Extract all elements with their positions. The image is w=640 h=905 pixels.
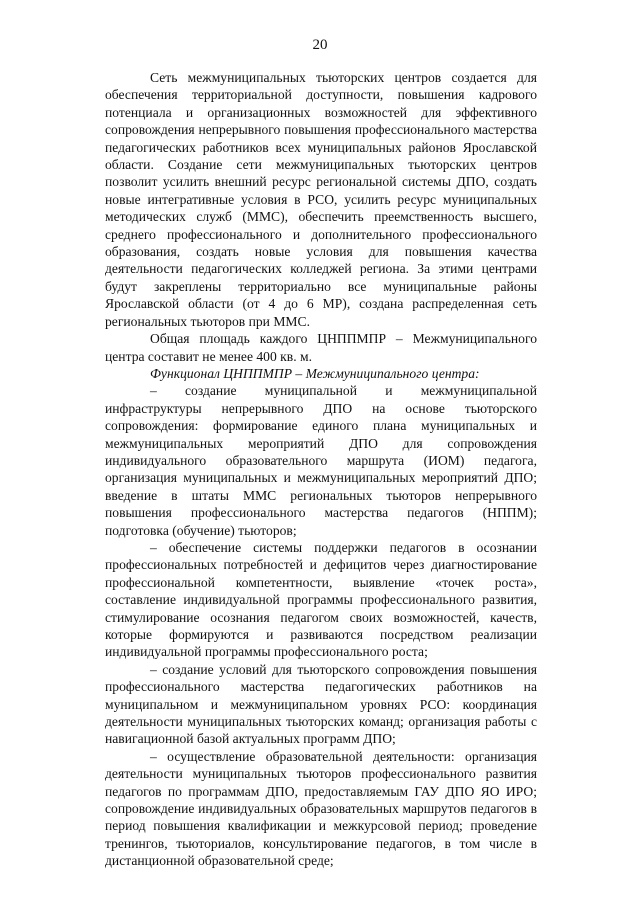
list-item-infrastructure: – создание муниципальной и межмуниципальной инфраструктуры непрерывного ДПО на основе тьюторского сопровождения: формирование единого плана муниципальных и межмуниципальных мероприятий ДПО для сопровождения индивидуального образовательного маршрута (ИОМ) педагога, организация муниципальных и межмуниципальных мероприятий ДПО; введение в штаты ММС региональных тьюторов непрерывного повышения профессионального мастерства педагогов (НППМ); подготовка (обучение) тьюторов; [105, 383, 537, 538]
list-item-support-system: – обеспечение системы поддержки педагогов в осознании профессиональных потребностей и дефицитов через диагностирование профессиональной компетентности, выявление «точек роста», составление индивидуальной программы профессионального развития, стимулирование осознания педагогом своих возможностей, качеств, которые формируются и развиваются посредством реализации индивидуальной программы профессионального роста; [105, 539, 537, 660]
page-number: 20 [312, 37, 328, 53]
list-item-educational-activity: – осуществление образовательной деятельности: организация деятельности муниципальных тьюторов профессионального развития педагогов по программам ДПО, предоставляемым ГАУ ДПО ЯО ИРО; сопровождение индивидуальных образовательных маршрутов педагогов в период повышения квалификации и межкурсовой период; проведение тренингов, тьюториалов, консультирование педагогов, в том числе в дистанционной образовательной среде; [105, 748, 537, 869]
paragraph-total-area: Общая площадь каждого ЦНППМПР – Межмуниципального центра составит не менее 400 кв. м. [105, 331, 537, 364]
paragraph-network-intro: Сеть межмуниципальных тьюторских центров создается для обеспечения территориальной доступности, повышения кадрового потенциала и организационных возможностей для эффективного сопровождения непрерывного повышения профессионального мастерства педагогических работников всех муниципальных районов Ярославской области. Создание сети межмуниципальных тьюторских центров позволит усилить внешний ресурс региональной системы ДПО, создать новые интегративные условия в РСО, усилить ресурс муниципальных методических служб (ММС), обеспечить преемственность высшего, среднего профессионального и дополнительного профессионального образования, создать новые условия для повышения качества деятельности педагогических колледжей региона. За этими центрами будут закреплены территориально все муниципальные районы Ярославской области (от 4 до 6 МР), создана распределенная сеть региональных тьюторов при ММС. [105, 70, 537, 329]
list-item-tutor-conditions: – создание условий для тьюторского сопровождения повышения профессионального мастерства педагогических работников на муниципальном и межмуниципальном уровнях РСО: координация деятельности муниципальных тьюторских команд; организация работы с навигационной базой актуальных программ ДПО; [105, 661, 537, 747]
document-body [105, 69, 537, 870]
functions-heading: Функционал ЦНППМПР – Межмуниципального центра: [150, 365, 480, 381]
